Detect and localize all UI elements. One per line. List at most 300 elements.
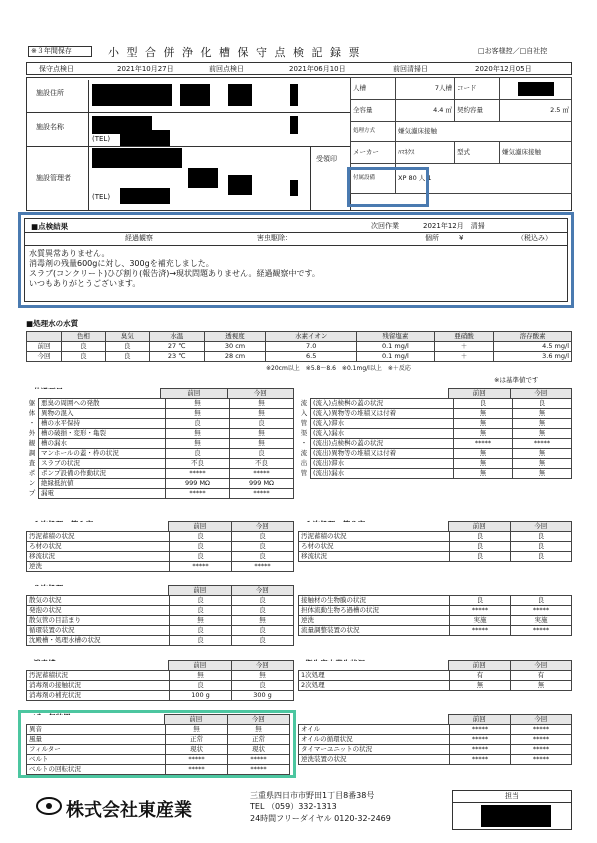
table-row	[298, 459, 572, 469]
current-value: 無	[513, 429, 572, 439]
table-row	[26, 469, 294, 479]
item-label: 風量	[27, 735, 166, 745]
prev-value: 無	[454, 409, 513, 419]
current-value: 良	[232, 542, 294, 552]
cell: 30 cm	[204, 342, 265, 352]
table-row	[299, 745, 572, 755]
table-row	[299, 552, 572, 562]
total-volume: 4.4 ㎥	[396, 100, 455, 122]
table-row	[27, 745, 290, 755]
current-value: *****	[513, 439, 572, 449]
cell: 良	[105, 352, 149, 362]
common-left-rows	[26, 398, 294, 499]
tel-label-2: (TEL)	[92, 193, 111, 201]
inspection-date-label: 保守点検日	[39, 65, 74, 73]
prev-value: 不良	[166, 459, 230, 469]
note-line: 水質異常ありません。	[29, 249, 110, 258]
current-value: *****	[511, 626, 572, 636]
current-value: 無	[230, 399, 294, 409]
disinfect-rows	[26, 670, 294, 701]
col-now: 今回	[231, 586, 294, 596]
current-value: *****	[228, 765, 290, 775]
current-value: 良	[230, 419, 294, 429]
item-label: 槽の破損・変形・亀裂	[39, 429, 166, 439]
current-value: 良	[232, 552, 294, 562]
unit-label: 個所	[425, 234, 439, 242]
current-value: 無	[232, 616, 294, 626]
current-value: 良	[511, 532, 572, 542]
results-title: ■点検結果	[31, 222, 69, 231]
prev-value: *****	[450, 606, 511, 616]
item-label: 流量調整装置の状況	[299, 626, 450, 636]
current-value: 良	[511, 542, 572, 552]
blower-right-rows	[298, 724, 572, 765]
item-label: 消毒剤の接触状況	[27, 681, 170, 691]
current-value: 300 g	[232, 691, 294, 701]
redacted-name	[290, 116, 298, 134]
table-row	[298, 419, 572, 429]
manager-label: 施設管理者	[36, 174, 71, 182]
current-value: *****	[232, 562, 294, 572]
current-value: 無	[230, 409, 294, 419]
item-label: 逆洗	[27, 562, 170, 572]
item-label: 汚泥蓄積状況	[27, 671, 170, 681]
prev-value: 無	[166, 725, 228, 735]
item-label: 移流状況	[299, 552, 450, 562]
prev-value: 良	[454, 399, 513, 409]
current-value: *****	[511, 735, 572, 745]
current-value: 無	[511, 681, 572, 691]
table-row	[299, 606, 572, 616]
item-label: 消毒剤の補充状況	[27, 691, 170, 701]
table-row	[298, 429, 572, 439]
side-label: ポ	[28, 469, 36, 478]
col-header: 色相	[62, 332, 106, 342]
item-label: フィルター	[27, 745, 166, 755]
table-row	[26, 399, 294, 409]
current-value: *****	[511, 606, 572, 616]
prev-clean-date: 2020年12月05日	[475, 65, 532, 73]
current-value: *****	[230, 469, 294, 479]
prev-value: 良	[170, 542, 232, 552]
code-label: コード	[455, 78, 500, 100]
treatment-method: 嫌気濾床接触	[396, 122, 572, 142]
cell: 良	[62, 342, 106, 352]
current-value: 有	[511, 671, 572, 681]
table-row	[27, 765, 290, 775]
cell: 0.1 mg/l	[357, 352, 435, 362]
copy-checkboxes[interactable]: □お客様控／□自社控	[478, 47, 548, 55]
item-label: 移流状況	[27, 552, 170, 562]
dates-row	[26, 62, 572, 75]
col-prev: 前回	[165, 715, 228, 725]
tax-label: （税込み）	[517, 234, 552, 242]
prev-value: *****	[450, 626, 511, 636]
item-label: ポンプ設備の作動状況	[39, 469, 166, 479]
prev-value: 無	[454, 459, 513, 469]
item-label: 汚泥蓄積の状況	[299, 532, 450, 542]
item-label: 発泡の状況	[27, 606, 170, 616]
current-value: *****	[228, 755, 290, 765]
item-label: 汚泥蓄積の状況	[27, 532, 170, 542]
item-label: (流出)点検桝の蓋の状況	[311, 439, 454, 449]
prev-value: 無	[170, 616, 232, 626]
receipt-stamp-label: 受領印	[316, 155, 337, 163]
current-value: 不良	[230, 459, 294, 469]
side-label: 管	[300, 419, 308, 428]
prev-value: *****	[170, 562, 232, 572]
side-label: プ	[28, 489, 36, 498]
current-value: 実施	[511, 616, 572, 626]
next-work: 2021年12月 清掃	[423, 222, 485, 230]
table-row	[27, 725, 290, 735]
col-now: 今回	[231, 522, 294, 532]
prev-clean-label: 前回清掃日	[393, 65, 428, 73]
water-quality-table	[26, 331, 572, 362]
form-title: 小 型 合 併 浄 化 槽 保 守 点 検 記 録 票	[108, 46, 362, 59]
redacted-manager	[188, 168, 218, 188]
prev-value: *****	[450, 735, 511, 745]
prev-value: *****	[450, 745, 511, 755]
table-row	[26, 479, 294, 489]
volume-label: 全容量	[351, 100, 396, 122]
table-row	[298, 449, 572, 459]
water-footnote: ※20cm以上 ※5.8～8.6 ※0.1mg/l以上 ※＋反応	[266, 365, 411, 372]
prev-value: 無	[454, 419, 513, 429]
table-row	[299, 681, 572, 691]
col-now: 今回	[510, 715, 572, 725]
col-now: 今回	[510, 389, 572, 399]
yen-label: ¥	[459, 234, 464, 242]
tel-label: (TEL)	[92, 135, 111, 143]
table-row	[298, 469, 572, 479]
current-value: 良	[232, 532, 294, 542]
col-prev: 前回	[449, 389, 511, 399]
current-value: *****	[511, 745, 572, 755]
prev-value: 良	[170, 596, 232, 606]
inspection-date: 2021年10月27日	[117, 65, 174, 73]
prev-value: 999 MΩ	[166, 479, 230, 489]
equipment: XP 80 人:1	[396, 164, 572, 194]
item-label: 接触材の生物膜の状況	[299, 596, 450, 606]
current-value: 現状	[228, 745, 290, 755]
prev-value: 無	[450, 681, 511, 691]
prev-value: *****	[450, 725, 511, 735]
item-label: (流出)滞水	[311, 459, 454, 469]
item-label: (流入)漏水	[311, 429, 454, 439]
col-prev: 前回	[449, 715, 511, 725]
side-label: 渠	[300, 429, 308, 438]
item-label: (流出)異物等の堆積又は付着	[311, 449, 454, 459]
table-row	[27, 735, 290, 745]
item-label: オイル	[299, 725, 450, 735]
table-row	[26, 449, 294, 459]
prev-value: 有	[450, 671, 511, 681]
item-label: スラブの状況	[39, 459, 166, 469]
standard-note: ※は基準値です	[494, 376, 539, 384]
table-row	[299, 671, 572, 681]
current-value: 良	[230, 449, 294, 459]
item-label: オイルの循環状況	[299, 735, 450, 745]
prev-value: *****	[166, 489, 230, 499]
table-row	[27, 542, 294, 552]
pest-rows	[298, 670, 572, 691]
side-label: 調	[28, 449, 36, 458]
cell: 0.1 mg/l	[357, 342, 435, 352]
current-value: 999 MΩ	[230, 479, 294, 489]
table-row	[27, 532, 294, 542]
prev-value: *****	[450, 755, 511, 765]
cell: 良	[105, 342, 149, 352]
next-work-label: 次回作業	[371, 222, 399, 230]
cell: 28 cm	[204, 352, 265, 362]
table-row	[27, 552, 294, 562]
table-row	[27, 681, 294, 691]
item-label: 循環装置の状況	[27, 626, 170, 636]
item-label: (流入)異物等の堆積又は付着	[311, 409, 454, 419]
cell: 3.6 mg/l	[494, 352, 572, 362]
facility-name-label: 施設名称	[36, 123, 64, 131]
side-label: 躯	[28, 399, 36, 408]
current-value: 良	[232, 626, 294, 636]
table-row	[299, 755, 572, 765]
col-now: 今回	[227, 715, 290, 725]
prev-value: *****	[166, 469, 230, 479]
prev-value: 現状	[166, 745, 228, 755]
col-prev: 前回	[161, 389, 228, 399]
prev-value: 良	[170, 626, 232, 636]
table-row	[27, 352, 572, 362]
current-value: 良	[513, 399, 572, 409]
table-row	[299, 626, 572, 636]
primary2-rows	[298, 531, 572, 562]
item-label: 担体流動生物ろ過槽の状況	[299, 606, 450, 616]
item-label: 散気管の目詰まり	[27, 616, 170, 626]
col-header: 溶存酸素	[494, 332, 572, 342]
redacted-address	[180, 84, 210, 106]
item-label: 異物の混入	[39, 409, 166, 419]
current-value: 良	[511, 596, 572, 606]
current-value: 無	[230, 429, 294, 439]
item-label: ベルト	[27, 755, 166, 765]
table-row	[27, 616, 294, 626]
prev-value: 良	[450, 596, 511, 606]
table-row	[299, 596, 572, 606]
prev-value: *****	[166, 765, 228, 775]
prev-value: 無	[166, 409, 230, 419]
method-label: 処理方式	[351, 122, 396, 142]
prev-value: *****	[166, 755, 228, 765]
company-address: 三重県四日市市野田1丁目8番38号	[250, 791, 375, 800]
item-label: 2次処理	[299, 681, 450, 691]
current-value: *****	[230, 489, 294, 499]
side-label: 観	[28, 439, 36, 448]
table-row	[27, 562, 294, 572]
table-row	[26, 429, 294, 439]
model: 嫌気濾床接触	[500, 142, 572, 164]
item-label: 槽の水平保持	[39, 419, 166, 429]
contract-volume: 2.5 ㎥	[500, 100, 572, 122]
current-value: 無	[513, 469, 572, 479]
tank-size: 7人槽	[396, 78, 455, 100]
table-row	[299, 542, 572, 552]
col-header: 残留塩素	[357, 332, 435, 342]
redacted-address	[228, 84, 252, 106]
side-label: 体	[28, 409, 36, 418]
maker-label: メーカー	[351, 142, 396, 164]
item-label: (流入)滞水	[311, 419, 454, 429]
redacted-manager	[228, 175, 252, 195]
contract-label: 契約容量	[455, 100, 500, 122]
side-label: ン	[28, 479, 36, 488]
table-row	[26, 419, 294, 429]
side-label: ・	[300, 439, 308, 448]
redacted-code	[518, 82, 554, 96]
company-freedial: 24時間フリーダイヤル 0120-32-2469	[250, 814, 391, 823]
current-value: 良	[232, 596, 294, 606]
table-row	[27, 691, 294, 701]
cell: ＋	[434, 352, 494, 362]
table-row	[299, 725, 572, 735]
item-label: 1次処理	[299, 671, 450, 681]
item-label: ろ材の状況	[27, 542, 170, 552]
item-label: 槽の漏水	[39, 439, 166, 449]
col-header: 臭気	[105, 332, 149, 342]
company-tel: TEL （059）332-1313	[250, 802, 337, 811]
col-header: 亜硝酸	[434, 332, 494, 342]
col-prev: 前回	[169, 661, 232, 671]
current-value: *****	[511, 755, 572, 765]
table-row	[27, 755, 290, 765]
results-box	[24, 218, 568, 302]
col-prev: 前回	[169, 522, 232, 532]
prev-value: 無	[454, 429, 513, 439]
col-now: 今回	[227, 389, 294, 399]
table-row	[298, 439, 572, 449]
row-label: 前回	[27, 342, 62, 352]
prev-value: 良	[170, 636, 232, 646]
note-line: いつもありがとうございます。	[29, 279, 141, 288]
water-quality-title: ■処理水の水質	[26, 319, 79, 328]
item-label: タイマーユニットの状況	[299, 745, 450, 755]
item-label: 漏電	[39, 489, 166, 499]
item-label: 異音	[27, 725, 166, 735]
common-right-rows	[298, 398, 572, 479]
cell: 良	[62, 352, 106, 362]
equipment-label: 付属設備	[351, 164, 396, 194]
prev-value: 良	[450, 552, 511, 562]
maker: ﾊﾏﾈｸｽ	[396, 142, 455, 164]
current-value: 無	[513, 449, 572, 459]
redacted-manager	[290, 180, 298, 196]
side-label: ・	[28, 419, 36, 428]
cell: 27 ℃	[149, 342, 204, 352]
prev-value: 良	[170, 606, 232, 616]
current-value: 無	[513, 419, 572, 429]
current-value: 無	[513, 409, 572, 419]
results-notes	[29, 249, 320, 289]
cell: 4.5 mg/l	[494, 342, 572, 352]
current-value: 無	[228, 725, 290, 735]
table-row	[299, 616, 572, 626]
item-label: マンホールの蓋・枠の状況	[39, 449, 166, 459]
current-value: 良	[232, 636, 294, 646]
current-value: *****	[511, 725, 572, 735]
prev-value: 正常	[166, 735, 228, 745]
item-label: (流入)点検桝の蓋の状況	[311, 399, 454, 409]
company-logo	[36, 796, 62, 816]
current-value: 無	[230, 439, 294, 449]
prev-value: 良	[170, 681, 232, 691]
equipment-highlight	[347, 167, 429, 207]
prev-value: 100 g	[170, 691, 232, 701]
secondary-left-rows	[26, 595, 294, 646]
redacted-address	[92, 84, 172, 106]
col-prev: 前回	[449, 522, 511, 532]
cell: 6.5	[266, 352, 357, 362]
prev-value: 良	[450, 532, 511, 542]
table-row	[26, 489, 294, 499]
table-row	[27, 636, 294, 646]
size-label: 人槽	[351, 78, 396, 100]
current-value: 良	[232, 681, 294, 691]
pest-control-label: 害虫駆除：	[257, 234, 292, 242]
col-now: 今回	[231, 661, 294, 671]
table-row	[26, 459, 294, 469]
redacted-staff	[481, 805, 551, 827]
side-label: 管	[300, 469, 308, 478]
observation: 経過観察	[125, 234, 153, 242]
cell: 7.0	[266, 342, 357, 352]
redacted-manager	[92, 148, 182, 168]
prev-value: 良	[170, 532, 232, 542]
table-row	[27, 606, 294, 616]
address-label: 施設住所	[36, 89, 64, 97]
prev-value: 良	[166, 419, 230, 429]
table-row	[27, 596, 294, 606]
item-label: 沈殿槽・処理水槽の状況	[27, 636, 170, 646]
current-value: 無	[232, 671, 294, 681]
prev-inspection-date: 2021年06月10日	[289, 65, 346, 73]
row-label: 今回	[27, 352, 62, 362]
item-label: 逆洗装置の状況	[299, 755, 450, 765]
side-label: 査	[28, 459, 36, 468]
cell: ＋	[434, 342, 494, 352]
prev-value: 良	[450, 542, 511, 552]
current-value: 無	[513, 459, 572, 469]
blower-left-rows	[26, 724, 290, 775]
table-row	[299, 735, 572, 745]
prev-value: 無	[166, 399, 230, 409]
redacted-phone	[120, 188, 170, 204]
redacted-phone	[120, 130, 170, 146]
item-label: 絶縁抵抗値	[39, 479, 166, 489]
item-label: 悪臭の周囲への発散	[39, 399, 166, 409]
item-label: 散気の状況	[27, 596, 170, 606]
prev-value: 良	[166, 449, 230, 459]
table-row	[298, 409, 572, 419]
item-label: (流出)漏水	[311, 469, 454, 479]
note-line: 消毒剤の残量600gに対し、300gを補充しました。	[29, 259, 214, 268]
item-label: ベルトの回転状況	[27, 765, 166, 775]
cell: 23 ℃	[149, 352, 204, 362]
prev-value: 無	[170, 671, 232, 681]
model-label: 型式	[455, 142, 500, 164]
secondary-right-rows	[298, 595, 572, 636]
table-row	[27, 342, 572, 352]
prev-inspection-label: 前回点検日	[209, 65, 244, 73]
table-row	[298, 399, 572, 409]
